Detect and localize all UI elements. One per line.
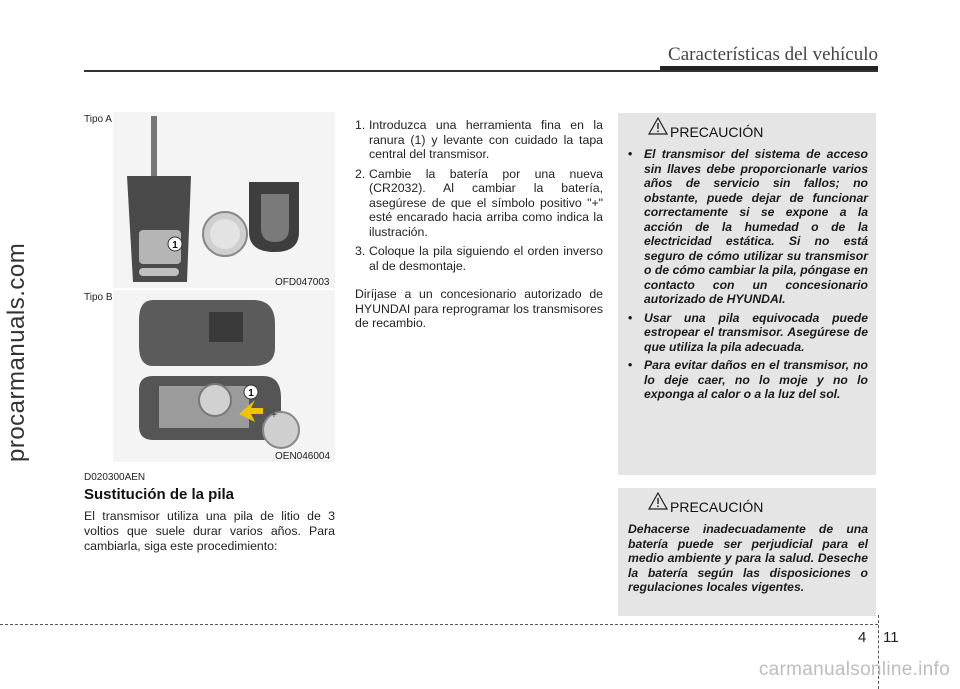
caution-box-2 xyxy=(618,488,876,616)
dealer-paragraph: Diríjase a un concesionario autorizado de HYUNDAI para reprogramar los transmisores de recambio. xyxy=(355,287,603,330)
chapter-number: 4 xyxy=(858,629,867,646)
side-watermark xyxy=(3,242,43,502)
step-item xyxy=(355,167,603,240)
key-body xyxy=(127,176,191,282)
warning-triangle-icon xyxy=(648,117,668,135)
step-number: 3. xyxy=(355,244,366,258)
step-item xyxy=(355,244,603,273)
caution-header xyxy=(628,121,868,143)
footer-rule xyxy=(0,624,878,625)
caution-item: • El transmisor del sistema de acceso sin llaves debe proporcionarle varios años de servicio sin fallos; no obstante, puede dejar de funcionar correctamente si se expone a la acción de la humedad o de la electricidad estática. Si no está seguro de cómo utilizar su transmisor o de cómo cambiar la pila, póngase en contacto con un concesionario autorizado de HYUNDAI. xyxy=(628,147,868,306)
caution-item: • Usar una pila equivocada puede estropear el transmisor. Asegúrese de que utiliza la pila adecuada. xyxy=(628,310,868,354)
caution-text: Dehacerse inadecuadamente de una batería puede ser perjudicial para el medio ambiente y para la salud. Deseche la batería según las disposiciones o regulaciones locales vigentes. xyxy=(628,522,868,594)
caution-title: PRECAUCIÓN xyxy=(670,124,764,140)
figure-b-code: OEN046004 xyxy=(275,451,331,462)
figure-b-callout: 1 xyxy=(248,388,254,399)
side-watermark-text: procarmanuals.com xyxy=(3,242,30,462)
plus-sign: + xyxy=(271,410,277,421)
caution-header xyxy=(628,496,868,518)
battery-coin xyxy=(263,412,299,448)
smart-key-shell xyxy=(139,300,275,366)
section-title: Sustitución de la pila xyxy=(84,486,235,503)
section-paragraph: El transmisor utiliza una pila de litio de 3 voltios que suele durar varios años. Para cambiarla, siga este procedimiento: xyxy=(84,509,335,553)
bottom-watermark: carmanualsonline.info xyxy=(758,659,950,680)
figure-b-label: Tipo B xyxy=(84,292,113,303)
step-item xyxy=(355,118,603,162)
page-number: 11 xyxy=(883,629,899,646)
figure-a-label: Tipo A xyxy=(84,114,112,125)
figure-a-code: OFD047003 xyxy=(275,277,330,288)
step-number: 2. xyxy=(355,166,366,181)
page-header-title: Características del vehículo xyxy=(668,44,878,65)
figure-b-image xyxy=(113,290,335,462)
caution-title: PRECAUCIÓN xyxy=(670,499,764,515)
warning-triangle-icon xyxy=(648,492,668,510)
step-text: Coloque la pila siguiendo el orden inverso al de desmontaje. xyxy=(369,244,603,273)
header-rule xyxy=(84,70,878,72)
step-number: 1. xyxy=(355,118,366,132)
caution-item: • Para evitar daños en el transmisor, no lo deje caer, no lo moje y no lo exponga al calor o a la luz del sol. xyxy=(628,358,868,401)
step-text: Introduzca una herramienta fina en la ranura (1) y levante con cuidado la tapa central del transmisor. xyxy=(369,118,603,161)
key-blade xyxy=(151,116,157,180)
inner-battery xyxy=(199,384,231,416)
caution-list xyxy=(628,147,868,402)
caution-box-1 xyxy=(618,113,876,475)
step-text: Cambie la batería por una nueva (CR2032). Al cambiar la batería, asegúrese de que el símbolo positivo "+" esté encarado hacia arriba como indica la ilustración. xyxy=(369,166,603,239)
figure-a-image xyxy=(113,112,335,288)
section-code: D020300AEN xyxy=(84,472,146,483)
figure-a-callout: 1 xyxy=(172,240,178,251)
procedure-steps xyxy=(355,118,603,278)
